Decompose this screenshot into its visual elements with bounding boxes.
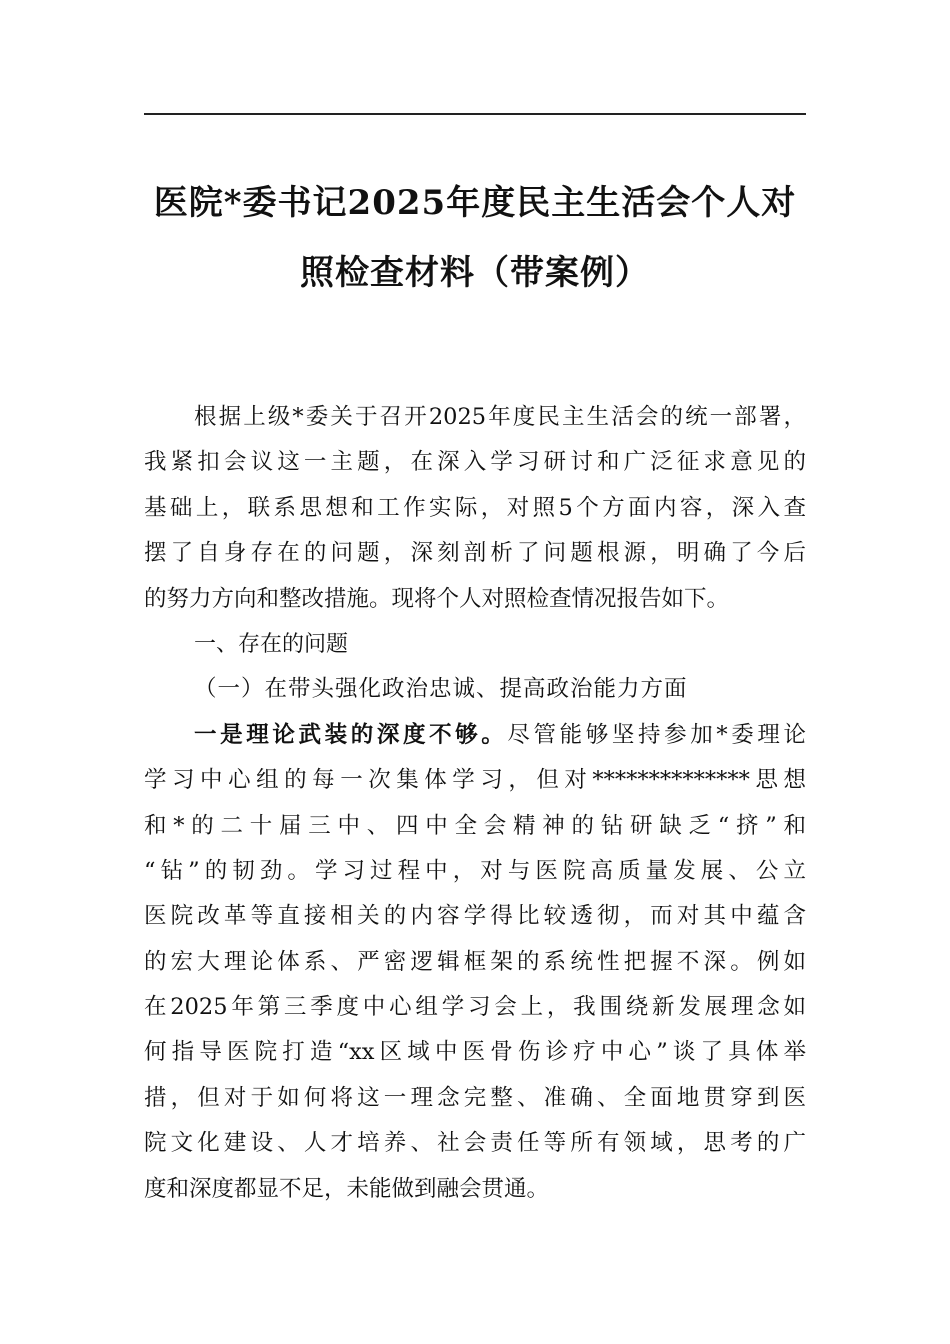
point-line: 度和深度都显不足，未能做到融会贯通。 — [144, 1175, 550, 1202]
point-line: 学习中心组的每一次集体学习，但对**************思想 — [144, 767, 806, 794]
title-line-1: 医院*委书记2025年度民主生活会个人对 — [153, 183, 797, 223]
document-body — [144, 395, 806, 1212]
point-line: 医院改革等直接相关的内容学得比较透彻，而对其中蕴含 — [144, 903, 806, 930]
intro-line: 的努力方向和整改措施。现将个人对照检查情况报告如下。 — [144, 585, 730, 612]
point-line: 的宏大理论体系、严密逻辑框架的系统性把握不深。例如 — [144, 948, 806, 975]
point-first-line — [144, 713, 806, 758]
point-line: “钻”的韧劲。学习过程中，对与医院高质量发展、公立 — [144, 857, 806, 884]
subsection-heading: （一）在带头强化政治忠诚、提高政治能力方面 — [194, 676, 688, 703]
point-line: 和*的二十届三中、四中全会精神的钻研缺乏“挤”和 — [144, 812, 806, 839]
point-first-line-rest: 尽管能够坚持参加*委理论 — [507, 721, 806, 748]
section-heading: 一、存在的问题 — [194, 631, 349, 657]
title-line-2: 照检查材料（带案例） — [300, 253, 650, 293]
intro-line: 根据上级*委关于召开2025年度民主生活会的统一部署， — [194, 404, 806, 430]
intro-line: 摆了自身存在的问题，深刻剖析了问题根源，明确了今后 — [144, 540, 806, 567]
point-line: 院文化建设、人才培养、社会责任等所有领域，思考的广 — [144, 1130, 806, 1157]
header-rule — [144, 113, 806, 115]
intro-line: 我紧扣会议这一主题，在深入学习研讨和广泛征求意见的 — [144, 449, 806, 476]
point-line: 在2025年第三季度中心组学习会上，我围绕新发展理念如 — [144, 994, 806, 1021]
point-line: 何指导医院打造“xx区域中医骨伤诊疗中心”谈了具体举 — [144, 1039, 806, 1066]
intro-line: 基础上，联系思想和工作实际，对照5个方面内容，深入查 — [144, 494, 806, 521]
point-lead: 一是理论武装的深度不够。 — [194, 721, 508, 748]
document-title — [144, 168, 806, 308]
point-line: 措，但对于如何将这一理念完整、准确、全面地贯穿到医 — [144, 1084, 806, 1111]
